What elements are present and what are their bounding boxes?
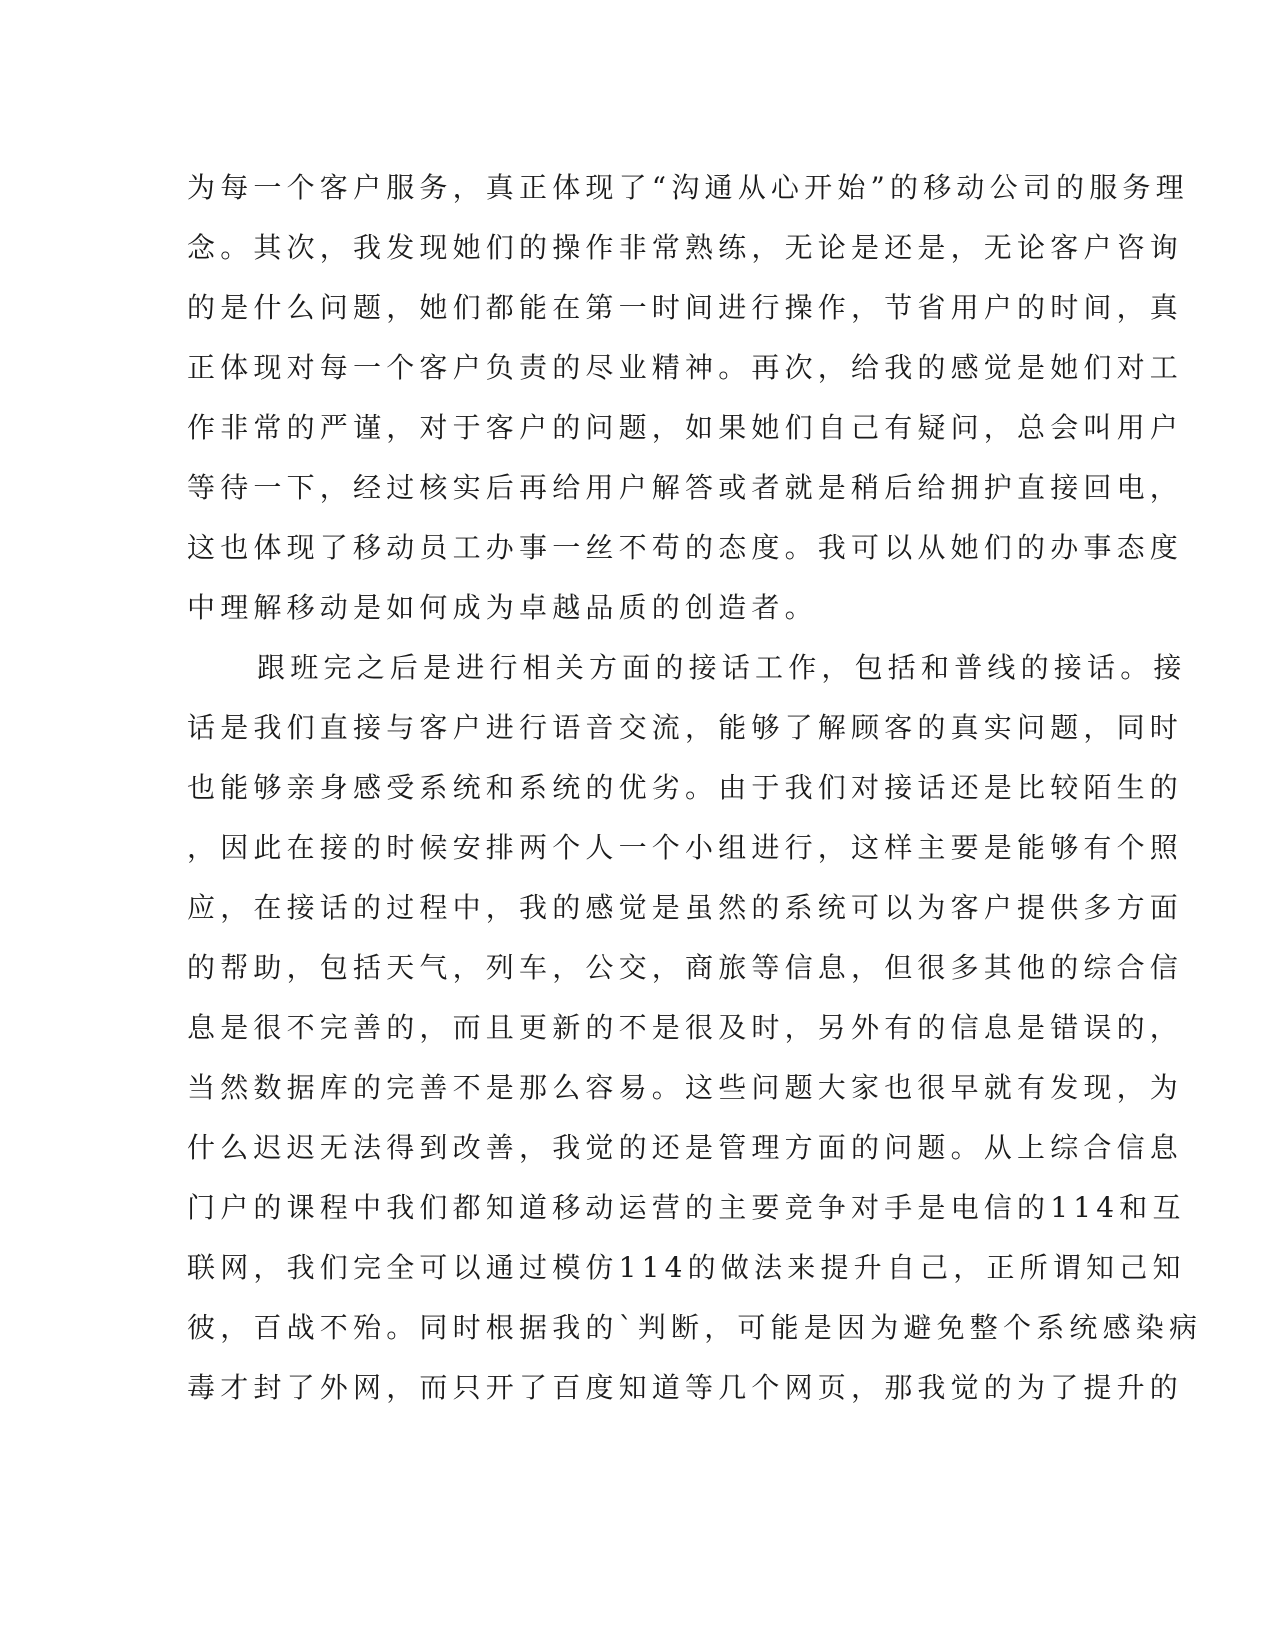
text-line: 中理解移动是如何成为卓越品质的创造者。 <box>187 591 818 624</box>
text-line: 联网，我们完全可以通过模仿114的做法来提升自己，正所谓知己知 <box>187 1251 1186 1284</box>
text-line: 当然数据库的完善不是那么容易。这些问题大家也很早就有发现，为 <box>187 1071 1184 1104</box>
text-line: 应，在接话的过程中，我的感觉是虽然的系统可以为客户提供多方面 <box>187 891 1184 924</box>
text-line: 等待一下，经过核实后再给用户解答或者就是稍后给拥护直接回电， <box>187 471 1184 504</box>
text-line: 息是很不完善的，而且更新的不是很及时，另外有的信息是错误的， <box>187 1011 1184 1044</box>
text-line: ，因此在接的时候安排两个人一个小组进行，这样主要是能够有个照 <box>187 831 1184 864</box>
text-line: 正体现对每一个客户负责的尽业精神。再次，给我的感觉是她们对工 <box>187 351 1184 384</box>
text-line: 话是我们直接与客户进行语音交流，能够了解顾客的真实问题，同时 <box>187 711 1184 744</box>
text-line: 也能够亲身感受系统和系统的优劣。由于我们对接话还是比较陌生的 <box>187 771 1184 804</box>
text-line: 念。其次，我发现她们的操作非常熟练，无论是还是，无论客户咨询 <box>187 231 1184 264</box>
text-line: 什么迟迟无法得到改善，我觉的还是管理方面的问题。从上综合信息 <box>187 1131 1184 1164</box>
text-line: 门户的课程中我们都知道移动运营的主要竞争对手是电信的114和互 <box>187 1191 1186 1224</box>
text-line: 为每一个客户服务，真正体现了“沟通从心开始”的移动公司的服务理 <box>187 171 1189 204</box>
paragraph-start-line: 跟班完之后是进行相关方面的接话工作，包括和普线的接话。接 <box>257 651 1187 684</box>
text-line: 彼，百战不殆。同时根据我的`判断，可能是因为避免整个系统感染病 <box>187 1311 1203 1344</box>
text-line: 毒才封了外网，而只开了百度知道等几个网页，那我觉的为了提升的 <box>187 1371 1184 1404</box>
text-line: 作非常的严谨，对于客户的问题，如果她们自己有疑问，总会叫用户 <box>187 411 1184 444</box>
text-line: 的是什么问题，她们都能在第一时间进行操作，节省用户的时间，真 <box>187 291 1184 324</box>
text-line: 的帮助，包括天气，列车，公交，商旅等信息，但很多其他的综合信 <box>187 951 1184 984</box>
body-text <box>187 158 1203 1418</box>
text-line: 这也体现了移动员工办事一丝不苟的态度。我可以从她们的办事态度 <box>187 531 1184 564</box>
